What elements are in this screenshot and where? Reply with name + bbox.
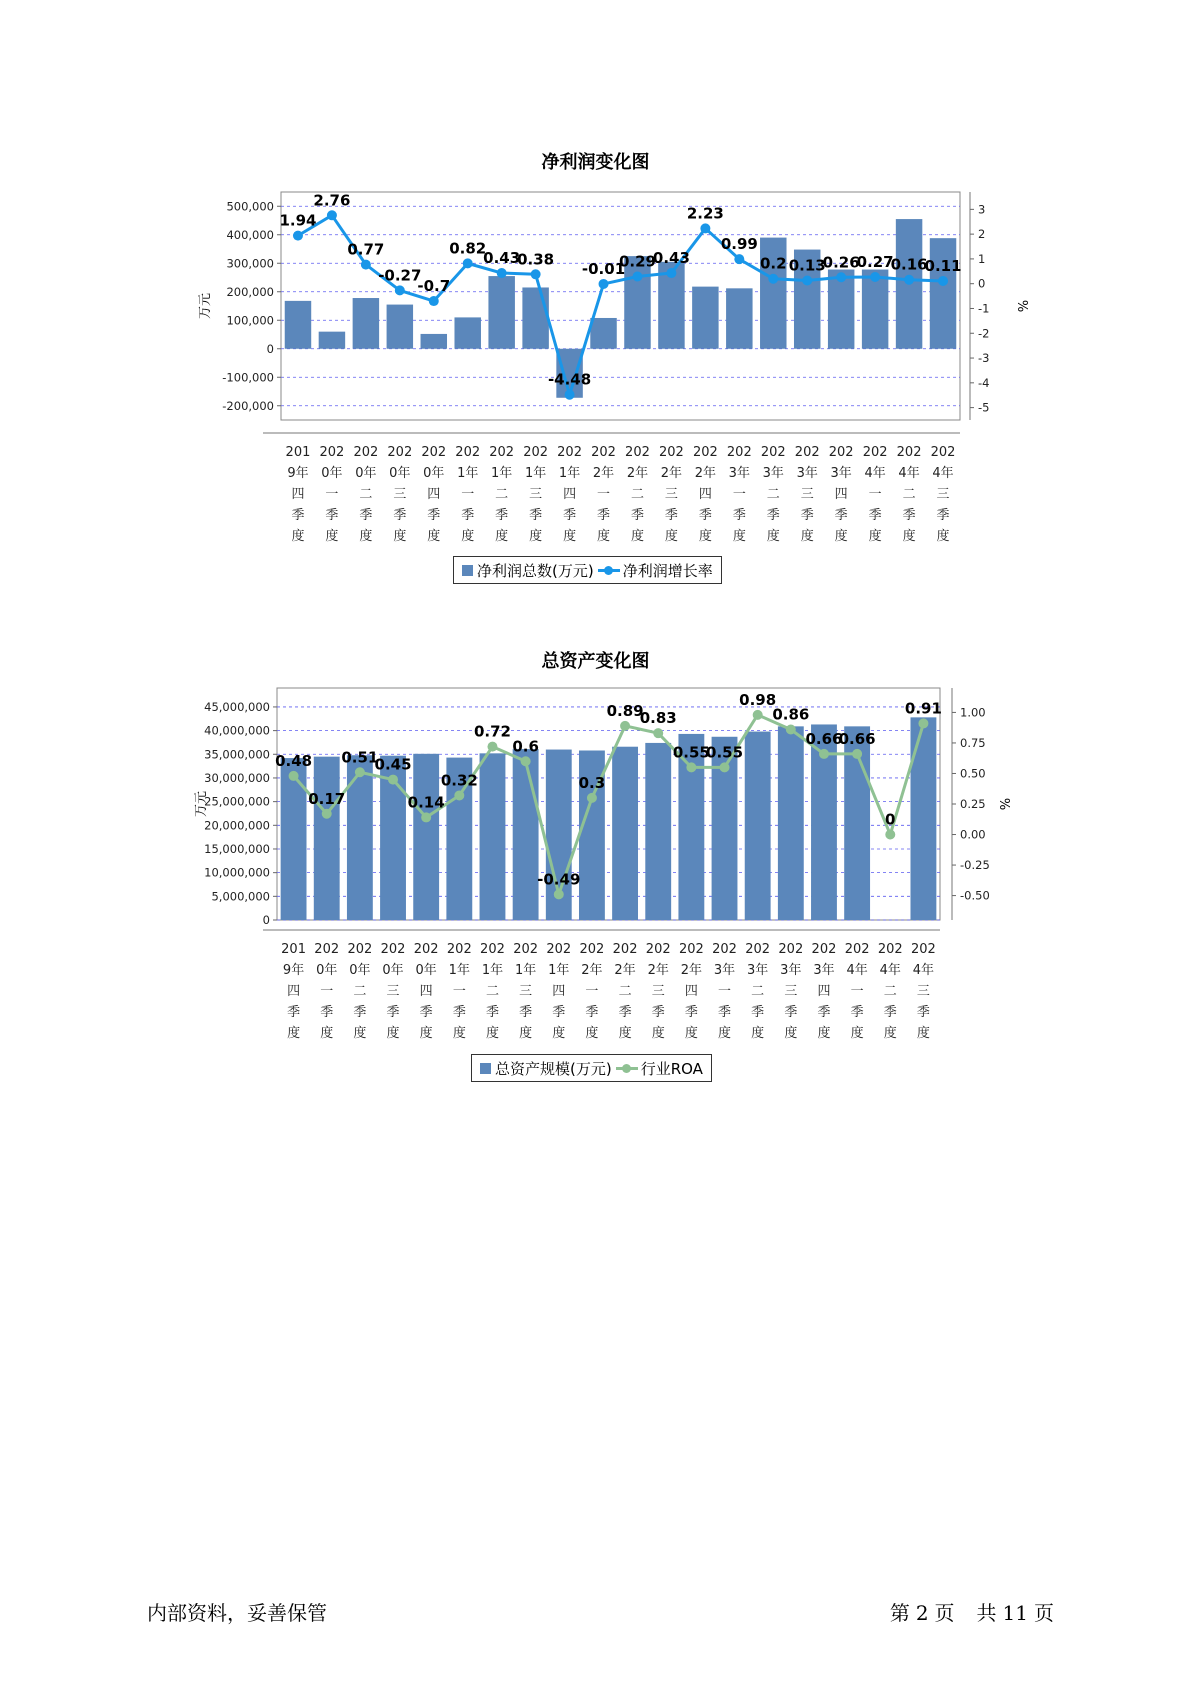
- data-label: 0.6: [512, 737, 539, 756]
- data-label: 0.17: [308, 789, 346, 808]
- data-label: 0.38: [517, 250, 555, 269]
- x-tick-label: 202 4年二季度: [877, 942, 903, 1041]
- line-point: [786, 725, 796, 735]
- y2-tick-label: 0.75: [960, 735, 986, 750]
- legend-line-label: 行业ROA: [640, 1059, 703, 1078]
- x-tick-label: 202 3年三季度: [794, 445, 820, 544]
- footer-page: 2: [915, 1601, 929, 1625]
- data-label: 0: [885, 810, 896, 829]
- x-tick-label: 202 2年四季度: [692, 445, 718, 544]
- bar: [347, 755, 373, 920]
- x-tick-label: 202 1年二季度: [489, 445, 515, 544]
- data-label: -4.48: [547, 370, 592, 389]
- x-tick-label: 202 1年二季度: [480, 942, 505, 1041]
- x-tick-label: 202 3年三季度: [778, 942, 804, 1041]
- data-label: 2.23: [686, 204, 724, 223]
- x-tick-label: 202 1年三季度: [513, 942, 539, 1041]
- data-label: 0.66: [805, 729, 843, 748]
- x-tick-label: 202 1年四季度: [546, 942, 572, 1041]
- x-tick-label: 202 1年一季度: [446, 942, 472, 1041]
- plot-area: [277, 688, 940, 920]
- line-point: [819, 749, 829, 759]
- data-label: 0.83: [639, 709, 677, 728]
- footer-prefix: 第: [889, 1601, 910, 1625]
- x-tick-label: 202 0年一季度: [319, 445, 345, 544]
- data-label: 0.16: [890, 255, 928, 274]
- y2-tick-label: 0: [978, 276, 986, 291]
- x-tick-label: 202 2年二季度: [625, 445, 650, 544]
- data-label: 0.55: [672, 743, 710, 762]
- x-tick-label: 202 4年三季度: [930, 445, 956, 544]
- data-label: 0.13: [788, 256, 826, 275]
- footer-page-unit: 页: [934, 1601, 955, 1625]
- y-tick-label: 30,000,000: [204, 770, 270, 785]
- line-point: [322, 809, 332, 819]
- x-tick-label: 202 0年四季度: [421, 445, 447, 544]
- x-tick-label: 202 0年二季度: [353, 445, 379, 544]
- legend-item-bar: [480, 1058, 612, 1079]
- bar: [778, 726, 804, 920]
- y2-tick-label: -5: [978, 400, 990, 415]
- data-label: -0.27: [378, 266, 422, 285]
- x-tick-label: 202 0年三季度: [380, 942, 406, 1041]
- data-label: 0.2: [759, 254, 787, 273]
- x-tick-label: 202 1年三季度: [523, 445, 549, 544]
- line-point: [653, 728, 663, 738]
- line-point: [289, 771, 299, 781]
- data-label: 0.14: [407, 793, 445, 812]
- x-tick-label: 202 2年二季度: [612, 942, 638, 1041]
- x-tick-label: 201 9年四季度: [285, 445, 311, 544]
- y-tick-label: 0: [266, 341, 274, 356]
- data-label: 0.45: [374, 755, 412, 774]
- line-point: [421, 812, 431, 822]
- line-point: [554, 889, 564, 899]
- data-label: 0.43: [652, 249, 690, 268]
- legend-bar-swatch: [480, 1063, 491, 1074]
- line-point: [487, 742, 497, 752]
- y-tick-label: 0: [262, 913, 270, 927]
- x-tick-label: 202 0年三季度: [387, 445, 413, 544]
- y-tick-label: 20,000,000: [204, 818, 270, 833]
- y-tick-label: 45,000,000: [204, 699, 270, 714]
- data-label: 0.51: [341, 748, 379, 767]
- x-tick-label: 201 9年四季度: [281, 942, 306, 1041]
- y2-tick-label: 2: [978, 227, 986, 242]
- y2-tick-label: 3: [978, 202, 986, 217]
- line-point: [587, 793, 597, 803]
- chart2-title: 总资产变化图: [541, 651, 650, 672]
- line-point: [852, 749, 862, 759]
- data-label: 0.11: [924, 256, 962, 275]
- x-tick-label: 202 4年一季度: [862, 445, 888, 544]
- x-tick-label: 202 1年一季度: [455, 445, 481, 544]
- chart1-title: 净利润变化图: [541, 152, 650, 173]
- data-label: 0.43: [483, 249, 521, 268]
- data-label: 0.32: [440, 771, 478, 790]
- x-tick-label: 202 2年三季度: [645, 942, 671, 1041]
- data-label: 0.66: [838, 729, 876, 748]
- x-tick-label: 202 2年一季度: [579, 942, 605, 1041]
- bar: [314, 757, 340, 920]
- y-tick-label: 300,000: [226, 256, 274, 271]
- x-tick-label: 202 2年三季度: [659, 445, 684, 544]
- data-label: 0.82: [449, 239, 487, 258]
- line-point: [686, 762, 696, 772]
- x-tick-label: 202 3年二季度: [760, 445, 786, 544]
- x-tick-label: 202 2年四季度: [678, 942, 704, 1041]
- data-label: 0.48: [275, 751, 313, 770]
- data-label: 0.55: [706, 743, 744, 762]
- footer-total-prefix: 共: [976, 1601, 997, 1625]
- footer-total-unit: 页: [1034, 1601, 1054, 1625]
- y2-tick-label: 0.50: [960, 766, 986, 781]
- y2-tick-label: 1: [978, 251, 986, 266]
- line-point: [355, 767, 365, 777]
- data-label: 2.76: [313, 191, 351, 210]
- line-point: [885, 830, 895, 840]
- y-tick-label: -100,000: [222, 370, 274, 385]
- bar: [281, 758, 307, 920]
- data-label: 0.26: [822, 253, 860, 272]
- x-tick-label: 202 3年二季度: [745, 942, 771, 1041]
- data-label: 0.72: [473, 722, 511, 741]
- data-label: 0.29: [618, 252, 656, 271]
- y2-axis-label: %: [1014, 299, 1029, 313]
- line-point: [753, 710, 763, 720]
- y-axis-label: 万元: [194, 790, 209, 818]
- y2-tick-label: -0.50: [960, 888, 990, 903]
- y2-tick-label: 0.25: [960, 797, 986, 811]
- legend-line-swatch: [616, 1063, 638, 1074]
- footer-total: 11: [1002, 1601, 1028, 1625]
- x-tick-label: 202 0年一季度: [314, 942, 340, 1041]
- bar: [413, 754, 439, 920]
- legend-item-line: [616, 1058, 703, 1079]
- footer-confidential-note: 内部资料，妥善保管: [147, 1601, 327, 1625]
- line-point: [620, 721, 630, 731]
- data-label: 0.98: [739, 690, 777, 709]
- y2-tick-label: -3: [978, 351, 990, 366]
- line-point: [454, 790, 464, 800]
- y-tick-label: 5,000,000: [211, 889, 270, 904]
- y2-tick-label: 1.00: [960, 705, 986, 720]
- data-label: -0.01: [581, 259, 626, 278]
- legend-bar-label: 总资产规模(万元): [495, 1059, 612, 1078]
- y-tick-label: 35,000,000: [204, 747, 270, 762]
- y-tick-label: 40,000,000: [204, 723, 270, 738]
- data-label: 0.89: [606, 701, 644, 720]
- chart2-legend: [471, 1054, 712, 1082]
- y-axis-label: 万元: [198, 292, 213, 320]
- data-label: 0.99: [720, 235, 758, 254]
- data-label: -0.7: [417, 277, 451, 296]
- footer-page-number: [884, 1597, 1054, 1626]
- x-tick-label: 202 3年四季度: [828, 445, 854, 544]
- y2-tick-label: -1: [978, 301, 990, 316]
- bar: [678, 734, 704, 920]
- x-tick-label: 202 4年一季度: [844, 942, 870, 1041]
- x-tick-label: 202 0年二季度: [347, 942, 373, 1041]
- y2-tick-label: 0.00: [960, 827, 986, 842]
- x-tick-label: 202 1年四季度: [557, 445, 582, 544]
- data-label: 0.91: [904, 699, 942, 718]
- y-tick-label: 15,000,000: [204, 841, 270, 856]
- line-point: [720, 762, 730, 772]
- data-label: 1.94: [279, 211, 317, 230]
- y-tick-label: 500,000: [226, 199, 274, 214]
- y-tick-label: 200,000: [226, 284, 274, 299]
- x-tick-label: 202 0年四季度: [413, 942, 439, 1041]
- x-tick-label: 202 3年四季度: [811, 942, 837, 1041]
- bar: [513, 749, 539, 920]
- data-label: 0.86: [772, 705, 810, 724]
- bar: [745, 732, 771, 920]
- y-tick-label: 25,000,000: [204, 794, 270, 809]
- line-point: [918, 718, 928, 728]
- bar: [910, 717, 936, 920]
- y2-tick-label: -4: [978, 375, 990, 390]
- bar: [480, 753, 506, 920]
- bar: [645, 743, 671, 920]
- y-tick-label: 400,000: [226, 227, 274, 242]
- y-tick-label: -200,000: [222, 398, 274, 413]
- data-label: -0.49: [537, 870, 581, 889]
- x-tick-label: 202 3年一季度: [726, 445, 752, 544]
- x-tick-label: 202 2年一季度: [591, 445, 616, 544]
- legend-bar-label: 净利润总数(万元): [477, 561, 594, 580]
- x-tick-label: 202 4年三季度: [911, 942, 936, 1041]
- legend-line-label: 净利润增长率: [622, 561, 713, 580]
- y2-tick-label: -2: [978, 326, 990, 341]
- y-tick-label: 100,000: [226, 313, 274, 328]
- bar: [612, 747, 638, 920]
- x-tick-label: 202 3年一季度: [712, 942, 737, 1041]
- line-point: [521, 756, 531, 766]
- x-tick-label: 202 4年二季度: [896, 445, 922, 544]
- y-tick-label: 10,000,000: [204, 865, 270, 880]
- data-label: 0.77: [347, 240, 385, 259]
- y2-tick-label: -0.25: [960, 858, 990, 873]
- data-label: 0.3: [578, 773, 606, 792]
- data-label: 0.27: [856, 253, 894, 272]
- y2-axis-label: %: [996, 797, 1011, 811]
- line-point: [388, 775, 398, 785]
